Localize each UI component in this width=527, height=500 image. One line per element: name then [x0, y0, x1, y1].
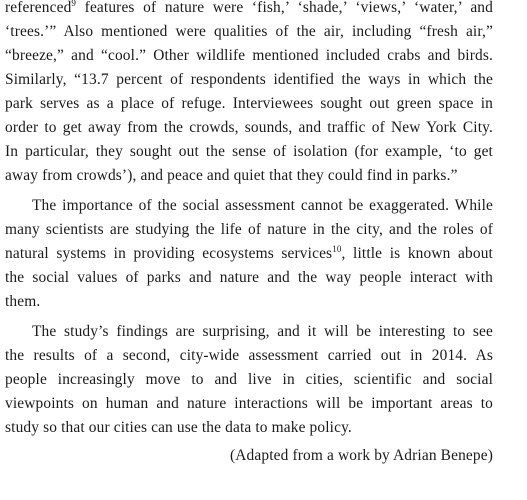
text-line: ‘trees.’” Also mentioned were qualities of the air, including “fresh air,” — [5, 23, 493, 40]
text-line: park serves as a place of refuge. Interviewees sought out green space in — [5, 95, 493, 112]
text-line: order to get away from the crowds, sounds, and traffic of New York City. — [5, 119, 493, 136]
text-line: The study’s findings are surprising, and it will be interesting to see — [32, 323, 493, 340]
text-line: the social values of parks and nature and the way people interact with — [5, 269, 493, 286]
line-text-start: natural systems in providing ecosystems services — [5, 245, 333, 262]
line-text-end: features of nature were ‘fish,’ ‘shade,’ ‘views,’ ‘water,’ and — [76, 0, 493, 16]
text-line: Similarly, “13.7 percent of respondents identified the ways in which the — [5, 71, 493, 88]
text-line: the results of a second, city-wide assessment carried out in 2014. As — [5, 347, 493, 364]
text-line: “breeze,” and “cool.” Other wildlife mentioned included crabs and birds. — [5, 47, 493, 64]
text-line: them. — [5, 293, 41, 310]
text-line: people increasingly move to and live in cities, scientific and social — [5, 371, 493, 388]
text-line: many scientists are studying the life of nature in the city, and the roles of — [5, 221, 493, 238]
text-line: In particular, they sought out the sense of isolation (for example, ‘to get — [5, 143, 493, 160]
text-line: The importance of the social assessment cannot be exaggerated. While — [32, 197, 493, 214]
text-line: away from crowds’), and peace and quiet that they could find in parks.” — [5, 167, 458, 184]
line-text-end: , little is known about — [341, 245, 493, 262]
line-text-start: referenced — [5, 0, 72, 16]
footnote-marker: 10 — [332, 243, 342, 254]
footnote-marker: 9 — [71, 0, 77, 8]
source-attribution: (Adapted from a work by Adrian Benepe) — [230, 447, 493, 464]
text-line: study so that our cities can use the data to make policy. — [5, 419, 352, 436]
text-line — [5, 244, 493, 264]
text-line: viewpoints on human and nature interactions will be important areas to — [5, 395, 493, 412]
text-line — [5, 0, 493, 18]
